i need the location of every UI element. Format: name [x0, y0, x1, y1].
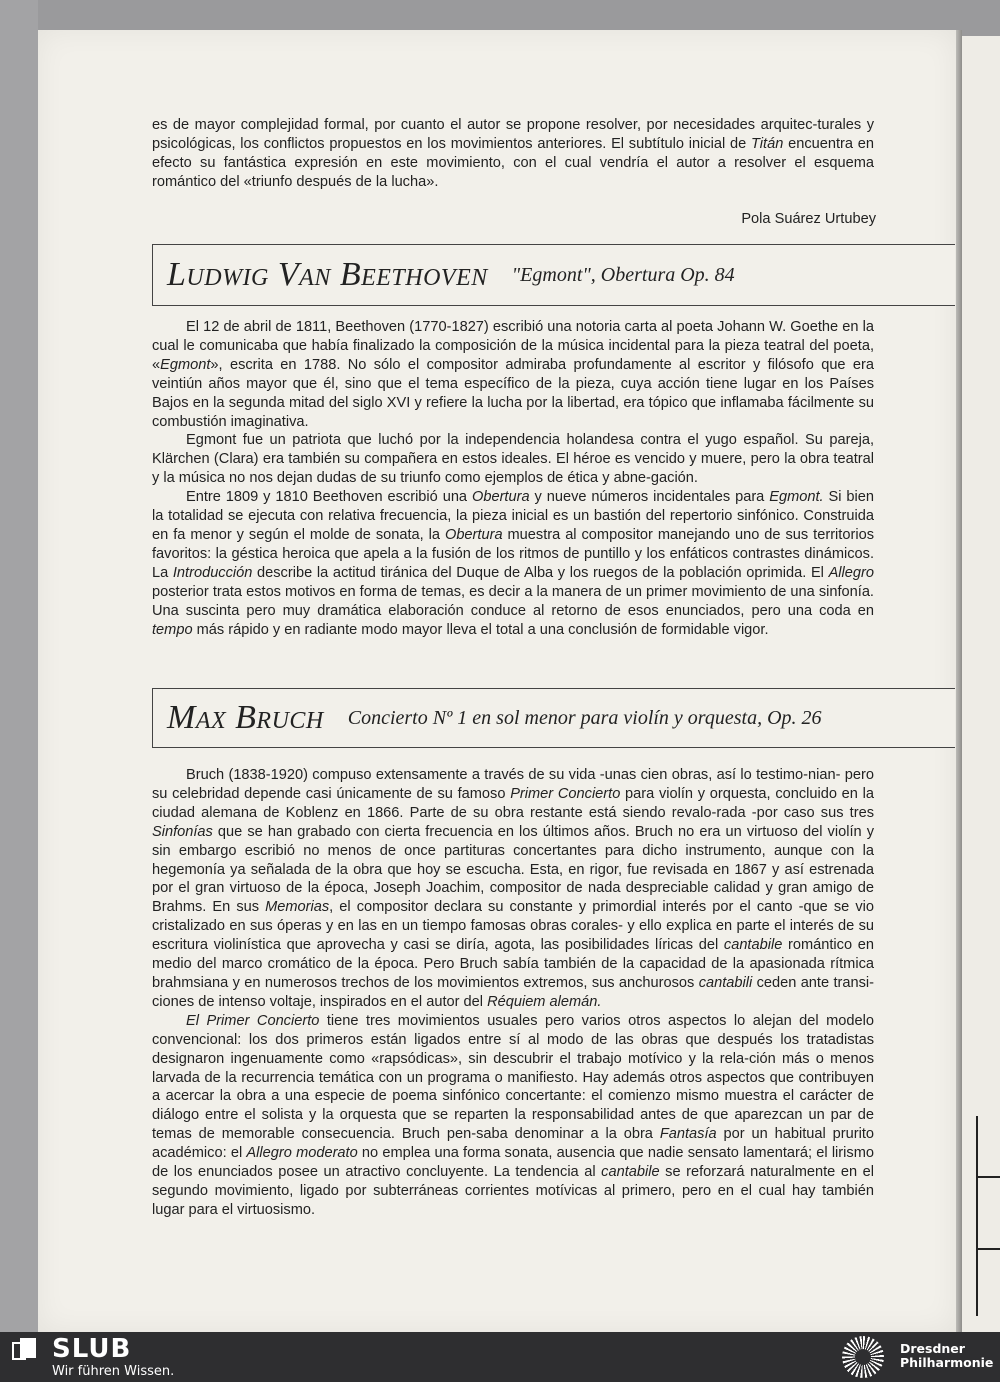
- work-title: Concierto Nº 1 en sol menor para violín y orquesta, Op. 26: [347, 706, 822, 729]
- intro-section: [152, 116, 874, 192]
- byline: Pola Suárez Urtubey: [741, 211, 876, 227]
- intro-paragraph: es de mayor complejidad formal, por cuanto el autor se propone resolver, por necesidades arquitec-turales y psicológicas, los conflictos propuestos en los movimientos anteriores. El subtítulo inicial de Titán encuentra en efecto su fantástica expresión en este movimiento, con el cual vendría el autor a resolver el esquema romántico del «triunfo después de la lucha».: [152, 117, 874, 190]
- slub-name[interactable]: SLUB: [52, 1334, 132, 1364]
- beethoven-heading: [152, 244, 955, 306]
- footer-bar: [0, 1332, 1000, 1382]
- scan-margin: [0, 0, 38, 1332]
- work-title: "Egmont", Obertura Op. 84: [511, 263, 735, 286]
- philharmonie-logo-icon[interactable]: [842, 1336, 884, 1378]
- beethoven-section: [152, 318, 874, 639]
- bruch-paragraph-2: El Primer Concierto tiene tres movimientos usuales pero varios otros aspectos lo alejan del modelo convencional: los dos primeros están ligados entre sí al modo de las obras que después los tratadistas designaron ingenuamente como «rapsódicas», sin descubrir el trabajo motívico y la rela-ción más o menos larvada de la recurrencia temática con un programa o manifiesto. Hay además otros aspectos que contribuyen a acercar la obra a una especie de poema sinfónico concertante: el comienzo mismo muestra el carácter de diálogo entre el solista y la orquesta que se reparten la responsabilidad antes de que aparezcan un par de temas de memorable consecuencia. Bruch pen-saba denominar a la obra Fantasía por un habitual prurito académico: el Allegro moderato no emplea una forma sonata, ausencia que nadie sensato lamentará; el lirismo de los enunciados posee un atractivo concluyente. La tendencia al cantabile se reforzará naturalmente en el segundo movimiento, ligado por subterráneas corrientes motívicas al primero, pero en el cual hay también lugar para el virtuosismo.: [152, 1012, 875, 1218]
- bruch-paragraph-1: Bruch (1838-1920) compuso extensamente a través de su vida -unas cien obras, así lo testimo-nian- pero su celebridad depende casi únicamente de su famoso Primer Concierto para violín y orquesta, concluido en la ciudad alemana de Koblenz en 1866. Parte de su obra restante está siendo revalo-rada -por caso sus tres Sinfonías que se han grabado con cierta frecuencia en los últimos años. Bruch no era un virtuoso del violín y sin embargo escribió no menos de once partituras concertantes para dicho instrumento, aunque con la hegemonía ya señalada de la obra que hoy se escucha. Esta, en rigor, fue revisada en 1867 y así estrenada por el gran virtuoso de la época, Joseph Joachim, compositor de nada despreciable calidad y gran amigo de Brahms. En sus Memorias, el compositor declara su constante y primordial interés por el canto -que se vio cristalizado en sus óperas y en las en un tiempo famosas obras corales- y ello explica en parte el interés de su escritura violinística que aprovecha y casi se diría, agota, las posibilidades líricas del cantabile romántico en medio del marco cromático de la época. Pero Bruch sabía también de la capacidad de la apasionada rítmica brahmsiana y en numerosos trechos de los movimientos extremos, sus anchurosos cantabili ceden ante transi-ciones de intenso voltaje, inspirados en el autor del Réquiem alemán.: [152, 767, 874, 1010]
- composer-name: Max Bruch: [167, 699, 324, 736]
- slub-logo-icon[interactable]: [12, 1338, 38, 1360]
- composer-name: Ludwig Van Beethoven: [167, 256, 488, 293]
- adjacent-page-edge: [962, 36, 1000, 1332]
- beethoven-paragraph-2: Egmont fue un patriota que luchó por la independencia holandesa contra el yugo español. Su pareja, Klärchen (Clara) era también su compañera en estos ideales. El héroe es vencido y muere, pero la obra teatral y la música no nos dejan dudas de su triunfo como ejemplos de ética y abne-gación.: [152, 432, 874, 487]
- beethoven-paragraph-3: Entre 1809 y 1810 Beethoven escribió una Obertura y nueve números incidentales para Egmont. Si bien la totalidad se ejecuta con relativa frecuencia, la pieza inicial es un bastión del repertorio sinfónico. Construida en fa menor y según el molde de sonata, la Obertura muestra al compositor manejando uno de sus territorios favoritos: la géstica heroica que apela a la fusión de los ritmos de puntillo y los enfáticos contrastes dinámicos. La Introducción describe la actitud tiránica del Duque de Alba y los ruegos de la población oprimida. El Allegro posterior trata estos motivos en forma de temas, es decir a la manera de un primer movimiento de una sinfonía. Una suscinta pero muy dramática elaboración conduce al retorno de esos enunciados, pero una coda en tempo más rápido y en radiante modo mayor lleva el total a una conclusión de formidable vigor.: [152, 489, 875, 638]
- bruch-section: [152, 766, 874, 1220]
- philharmonie-name[interactable]: Dresdner Philharmonie: [900, 1341, 994, 1370]
- slub-tagline: Wir führen Wissen.: [52, 1364, 175, 1379]
- beethoven-paragraph-1: El 12 de abril de 1811, Beethoven (1770-1827) escribió una notoria carta al poeta Johann W. Goethe en la cual le comunicaba que había finalizado la composición de la música incidental para la pieza teatral del poeta, «Egmont», escrita en 1788. No sólo el compositor admiraba profundamente al escritor y filósofo que era veintiún años mayor que él, sino que el tema específico de la pieza, cuya acción tiene lugar en los Países Bajos en la segunda mitad del siglo XVI y refiere la lucha por la libertad, era tópico que inflamaba fácilmente su combustión imaginativa.: [152, 319, 874, 430]
- adjacent-page-illustration: [976, 1116, 1000, 1316]
- bruch-heading: [152, 688, 955, 748]
